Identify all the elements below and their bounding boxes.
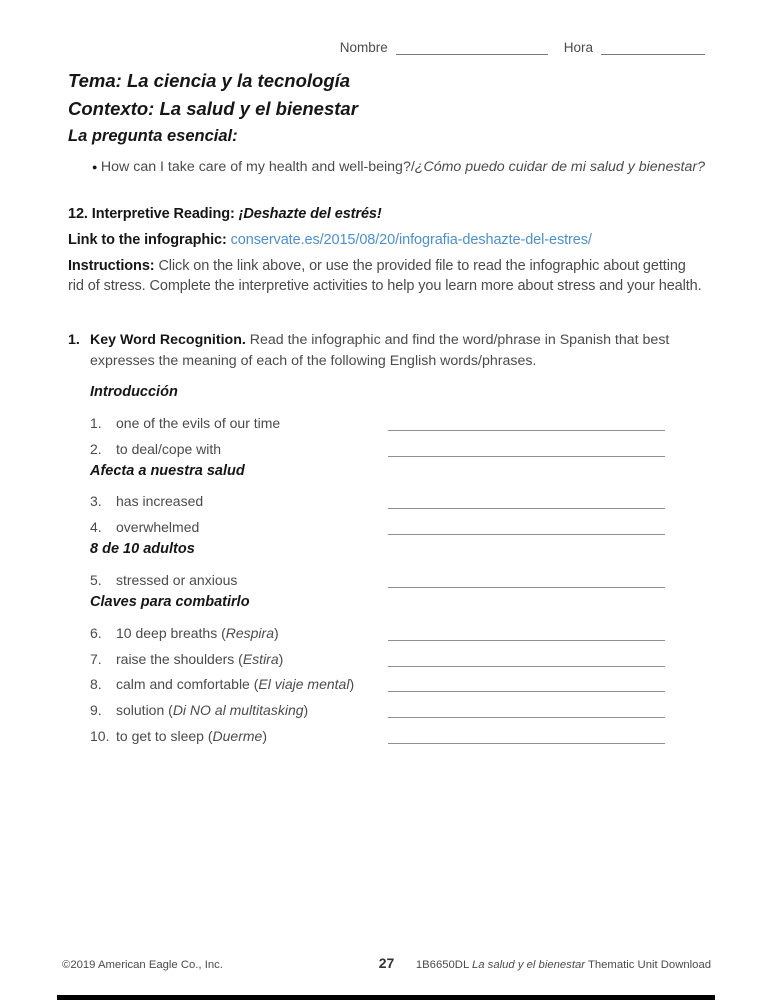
item-number: 3.	[90, 493, 102, 510]
item-number: 6.	[90, 624, 102, 641]
keyword-item-10	[90, 718, 665, 744]
answer-blank-line	[388, 517, 665, 535]
infographic-link-row	[68, 230, 705, 250]
instructions-paragraph	[68, 256, 705, 296]
item-text: raise the shoulders (Estira)	[116, 650, 284, 667]
activity-number: 1.	[68, 332, 80, 348]
name-hora-header	[68, 38, 705, 55]
keyword-item-9	[90, 692, 665, 718]
pregunta-esencial-heading: La pregunta esencial:	[68, 127, 238, 145]
bullet-icon: ●	[92, 162, 98, 172]
item-number: 9.	[90, 702, 102, 719]
activity-description: Key Word Recognition. Read the infographic and find the word/phrase in Spanish that best expresses the meaning of each of the following English words/phrases.	[90, 332, 670, 369]
nombre-label: Nombre	[339, 40, 388, 55]
answer-blank-line	[388, 491, 665, 509]
item-number: 1.	[90, 414, 102, 431]
answer-blank-line	[388, 570, 665, 588]
page-footer	[62, 955, 711, 971]
answer-blank-line	[388, 726, 665, 744]
keyword-item-4	[90, 509, 665, 535]
answer-blank-line	[388, 439, 665, 457]
keyword-item-1	[90, 405, 665, 431]
product-info: 1B6650DL La salud y el bienestar Thematic Unit Download	[415, 959, 712, 971]
answer-blank-line	[388, 623, 665, 641]
answer-blank-line	[388, 700, 665, 718]
answer-blank-line	[388, 674, 665, 692]
hora-label: Hora	[563, 40, 593, 55]
essential-question-text: How can I take care of my health and well-being?/¿Cómo puedo cuidar de mi salud y bienestar?	[100, 159, 705, 175]
keyword-item-3	[90, 484, 665, 510]
keyword-item-2	[90, 431, 665, 457]
activity-1-header	[68, 330, 705, 371]
keyword-item-8	[90, 667, 665, 693]
reading-title: ¡Deshazte del estrés!	[238, 206, 382, 222]
item-text: solution (Di NO al multitasking)	[116, 702, 309, 719]
keyword-item-6	[90, 615, 665, 641]
reading-heading	[68, 204, 705, 224]
reading-label: 12. Interpretive Reading:	[68, 206, 239, 222]
tema-title: Tema: La ciencia y la tecnología	[68, 70, 351, 91]
link-label: Link to the infographic:	[68, 232, 231, 248]
bottom-black-bar	[57, 995, 715, 1000]
item-number: 2.	[90, 440, 102, 457]
item-number: 5.	[90, 571, 102, 588]
page-number: 27	[378, 955, 395, 971]
item-text: calm and comfortable (El viaje mental)	[116, 676, 355, 693]
answer-blank-line	[388, 413, 665, 431]
item-text: to get to sleep (Duerme)	[116, 727, 267, 744]
instructions-label: Instructions:	[68, 258, 159, 274]
essential-question-item	[68, 157, 705, 178]
infographic-link[interactable]: conservate.es/2015/08/20/infografia-deshazte-del-estres/	[230, 232, 592, 248]
item-number: 4.	[90, 519, 102, 536]
item-text: has increased	[116, 493, 204, 510]
contexto-title: Contexto: La salud y el bienestar	[68, 98, 358, 119]
interpretive-reading-section	[68, 204, 705, 296]
item-text: 10 deep breaths (Respira)	[116, 624, 279, 641]
item-number: 7.	[90, 650, 102, 667]
hora-blank-line	[601, 40, 705, 55]
item-number: 8.	[90, 676, 102, 693]
copyright-text: ©2019 American Eagle Co., Inc.	[62, 959, 223, 971]
group-heading-claves-combatirlo: Claves para combatirlo	[90, 593, 250, 610]
item-text: stressed or anxious	[116, 571, 238, 588]
keyword-item-5	[90, 562, 665, 588]
item-number: 10.	[90, 727, 110, 744]
group-heading-introduccion: Introducción	[90, 384, 178, 400]
group-heading-8-de-10-adultos: 8 de 10 adultos	[90, 541, 195, 558]
item-text: one of the evils of our time	[116, 414, 281, 431]
group-heading-afecta-salud: Afecta a nuestra salud	[90, 462, 245, 479]
item-text: to deal/cope with	[116, 440, 222, 457]
activity-title: Key Word Recognition.	[90, 332, 250, 348]
keyword-list	[90, 379, 665, 744]
keyword-item-7	[90, 641, 665, 667]
answer-blank-line	[388, 649, 665, 667]
item-text: overwhelmed	[116, 519, 200, 536]
instructions-text: Click on the link above, or use the provided file to read the infographic about getting rid of stress. Complete the interpretive activities to help you learn more about stress and your health.	[68, 258, 702, 294]
nombre-blank-line	[396, 40, 548, 55]
